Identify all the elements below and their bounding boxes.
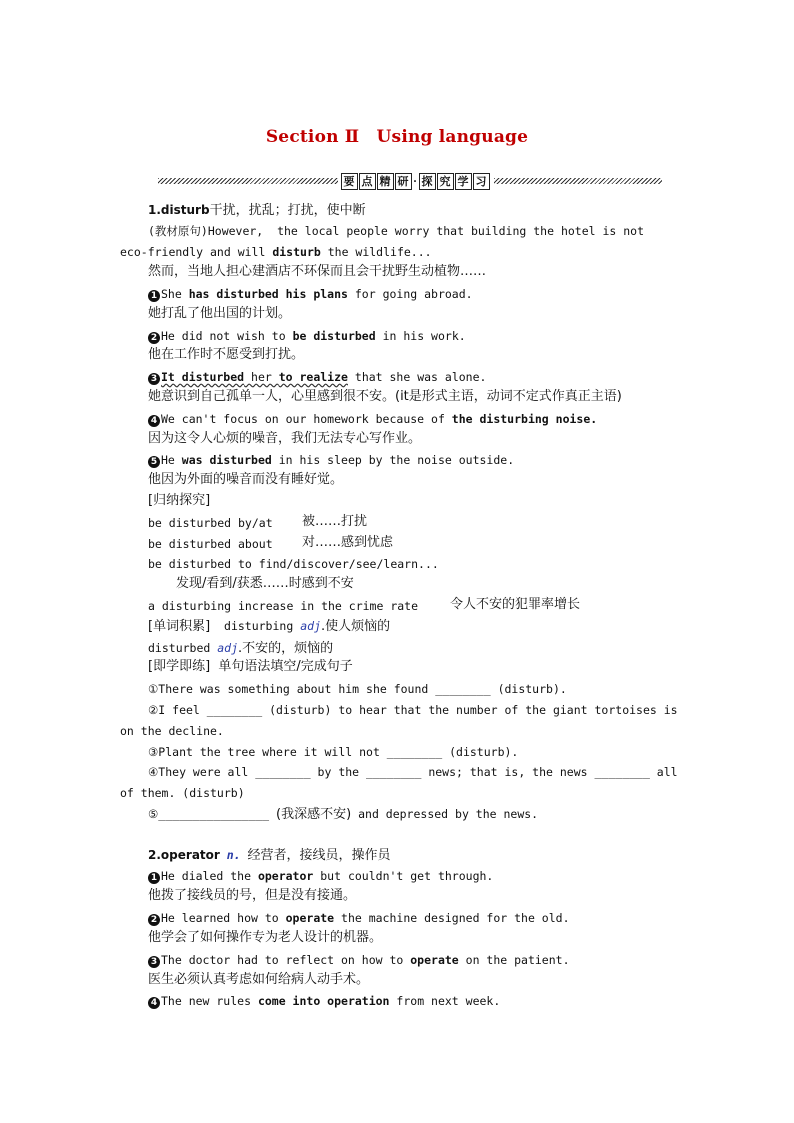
banner-char: 习	[473, 173, 490, 190]
banner-char: 探	[419, 173, 436, 190]
example-3: 3 It disturbed her to realize that she was alone.	[148, 369, 486, 385]
summary-item: be disturbed to find/discover/see/learn...	[148, 557, 439, 571]
entry-heading-disturb: 1.disturb干扰，扰乱；打扰，使中断	[148, 203, 366, 218]
circled-number: 1	[148, 872, 160, 884]
banner-char: 要	[341, 173, 358, 190]
banner-hatch-right	[494, 178, 662, 184]
practice-item-1: ①There was something about him she found ________ (disturb).	[148, 682, 567, 696]
vocab-line-1: [单词积累] disturbing adj.使人烦恼的	[148, 619, 391, 634]
example-2-translation: 他在工作时不愿受到打扰。	[148, 347, 305, 362]
circled-number: 3	[148, 373, 160, 385]
summary-heading: [归纳探究]	[148, 493, 211, 508]
banner-char: 学	[455, 173, 472, 190]
practice-item-3: ③Plant the tree where it will not ________ (disturb).	[148, 745, 519, 759]
entry-heading-operator: 2.operator n. 经营者，接线员，操作员	[148, 848, 391, 863]
circled-number: 2	[148, 914, 160, 926]
example-4: 4 The new rules come into operation from next week.	[148, 993, 500, 1009]
textbook-sentence-cont: eco-friendly and will disturb the wildlife...	[120, 245, 432, 259]
textbook-sentence: (教材原句)However, the local people worry that building the hotel is not	[148, 224, 645, 238]
summary-item: be disturbed by/at	[148, 516, 273, 530]
summary-item-meaning: 发现/看到/获悉……时感到不安	[176, 576, 354, 591]
banner-char: 研	[395, 173, 412, 190]
circled-number: 4	[148, 997, 160, 1009]
summary-item-meaning: 令人不安的犯罪率增长	[450, 597, 581, 612]
example-4: 4 We can't focus on our homework because of the disturbing noise.	[148, 411, 597, 427]
example-1-translation: 她打乱了他出国的计划。	[148, 306, 292, 321]
practice-item-2: ②I feel ________ (disturb) to hear that the number of the giant tortoises is	[148, 703, 678, 717]
example-5: 5 He was disturbed in his sleep by the noise outside.	[148, 452, 514, 468]
section-banner	[158, 172, 662, 190]
summary-item: a disturbing increase in the crime rate	[148, 599, 419, 613]
headword: operator	[160, 848, 220, 862]
vocab-line-2: disturbed adj.不安的，烦恼的	[148, 641, 334, 656]
example-3: 3 The doctor had to reflect on how to operate on the patient.	[148, 952, 570, 968]
example-5-translation: 他因为外面的噪音而没有睡好觉。	[148, 472, 344, 487]
summary-item: be disturbed about	[148, 537, 273, 551]
circled-number: 4	[148, 415, 160, 427]
banner-dot: ·	[413, 173, 418, 188]
summary-item-meaning: 被……打扰	[302, 514, 368, 529]
banner-char: 点	[359, 173, 376, 190]
page-title: Section Ⅱ Using language	[265, 127, 529, 147]
banner-hatch-left	[158, 178, 338, 184]
banner-char: 究	[437, 173, 454, 190]
circled-number: 1	[148, 290, 160, 302]
circled-number: 3	[148, 956, 160, 968]
banner-char: 精	[377, 173, 394, 190]
textbook-translation: 然而，当地人担心建酒店不环保而且会干扰野生动植物……	[148, 264, 487, 279]
practice-item-2-cont: on the decline.	[120, 724, 224, 738]
headword-meaning: 经营者，接线员，操作员	[247, 848, 391, 863]
circled-number: 2	[148, 332, 160, 344]
practice-item-4: ④They were all ________ by the ________ news; that is, the news ________ all	[148, 765, 678, 779]
practice-item-5: ⑤________________ (我深感不安) and depressed by the news.	[148, 807, 539, 822]
example-2-translation: 他学会了如何操作专为老人设计的机器。	[148, 930, 383, 945]
circled-number: 5	[148, 456, 160, 468]
summary-item-meaning: 对……感到忧虑	[302, 535, 394, 550]
practice-item-4-cont: of them. (disturb)	[120, 786, 245, 800]
example-2: 2 He learned how to operate the machine designed for the old.	[148, 910, 570, 926]
example-1: 1 She has disturbed his plans for going abroad.	[148, 286, 473, 302]
example-4-translation: 因为这令人心烦的噪音，我们无法专心写作业。	[148, 431, 422, 446]
example-2: 2 He did not wish to be disturbed in his work.	[148, 328, 466, 344]
example-3-translation: 她意识到自己孤单一人，心里感到很不安。(it是形式主语，动词不定式作真正主语)	[148, 389, 622, 404]
example-1-translation: 他拨了接线员的号，但是没有接通。	[148, 888, 357, 903]
banner-label	[340, 172, 490, 190]
example-3-translation: 医生必须认真考虑如何给病人动手术。	[148, 972, 370, 987]
practice-heading: [即学即练] 单句语法填空/完成句子	[148, 659, 353, 674]
example-1: 1 He dialed the operator but couldn't get through.	[148, 868, 493, 884]
headword-meaning: 干扰，扰乱；打扰，使中断	[209, 203, 366, 218]
headword: disturb	[160, 203, 210, 217]
